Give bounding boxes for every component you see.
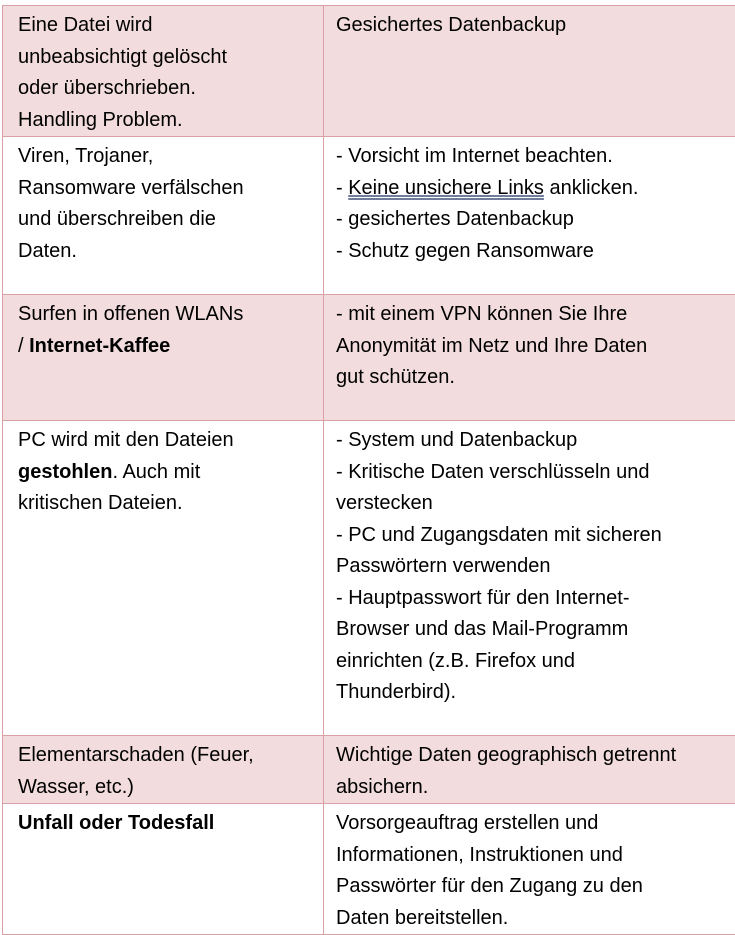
threat-cell <box>3 6 324 137</box>
cell-text: Unfall oder Todesfall <box>18 808 317 840</box>
table-row <box>3 295 735 421</box>
cell-text: - mit einem VPN können Sie Ihre <box>336 299 735 331</box>
cell-text: Gesichertes Datenbackup <box>336 10 735 42</box>
threat-cell <box>3 421 324 736</box>
measure-cell <box>324 804 735 935</box>
cell-text: - Hauptpasswort für den Internet- <box>336 583 735 615</box>
unsafe-links-text: Keine unsichere Links <box>348 177 544 199</box>
threat-cell <box>3 804 324 935</box>
cell-text: anklicken. <box>544 177 639 199</box>
cell-text: Wasser, etc.) <box>18 772 317 804</box>
cell-text: Ransomware verfälschen <box>18 173 317 205</box>
measure-cell <box>324 736 735 804</box>
measure-cell <box>324 137 735 295</box>
cell-text: Vorsorgeauftrag erstellen und <box>336 808 735 840</box>
threat-cell <box>3 137 324 295</box>
cell-text: Wichtige Daten geographisch getrennt <box>336 740 735 772</box>
cell-text: - Kritische Daten verschlüsseln und <box>336 457 735 489</box>
cell-text: - Schutz gegen Ransomware <box>336 236 735 268</box>
cell-text-with-link <box>336 173 735 205</box>
cell-text: Anonymität im Netz und Ihre Daten <box>336 331 735 363</box>
cell-text: Thunderbird). <box>336 677 735 709</box>
cell-text: Daten. <box>18 236 317 268</box>
cell-text: - gesichertes Datenbackup <box>336 204 735 236</box>
cell-text: absichern. <box>336 772 735 804</box>
cell-text: Surfen in offenen WLANs <box>18 299 317 331</box>
cell-text: Handling Problem. <box>18 105 317 137</box>
measure-cell <box>324 421 735 736</box>
cell-text: - System und Datenbackup <box>336 425 735 457</box>
threat-cell <box>3 736 324 804</box>
cell-text: Browser und das Mail-Programm <box>336 614 735 646</box>
cell-text: gut schützen. <box>336 362 735 394</box>
table-row <box>3 804 735 935</box>
cell-text: Eine Datei wird <box>18 10 317 42</box>
cell-text: Passwörter für den Zugang zu den <box>336 871 735 903</box>
cell-text: und überschreiben die <box>18 204 317 236</box>
cell-text-mixed <box>18 457 317 489</box>
bold-text: Internet-Kaffee <box>29 335 170 357</box>
table-row <box>3 736 735 804</box>
cell-text: . Auch mit <box>112 461 200 483</box>
table-row <box>3 6 735 137</box>
cell-text: einrichten (z.B. Firefox und <box>336 646 735 678</box>
cell-text: verstecken <box>336 488 735 520</box>
cell-text: unbeabsichtigt gelöscht <box>18 42 317 74</box>
cell-text: Elementarschaden (Feuer, <box>18 740 317 772</box>
cell-text: PC wird mit den Dateien <box>18 425 317 457</box>
cell-text: oder überschrieben. <box>18 73 317 105</box>
measure-cell <box>324 295 735 421</box>
table-row <box>3 421 735 736</box>
cell-text: / <box>18 335 29 357</box>
cell-text: - PC und Zugangsdaten mit sicheren <box>336 520 735 552</box>
table-row <box>3 137 735 295</box>
cell-text: - <box>336 177 348 199</box>
cell-text: kritischen Dateien. <box>18 488 317 520</box>
cell-text: - Vorsicht im Internet beachten. <box>336 141 735 173</box>
cell-text: Viren, Trojaner, <box>18 141 317 173</box>
cell-text: Passwörtern verwenden <box>336 551 735 583</box>
bold-text: gestohlen <box>18 461 112 483</box>
measure-cell <box>324 6 735 137</box>
cell-text-mixed <box>18 331 317 363</box>
threat-cell <box>3 295 324 421</box>
risk-measures-table <box>2 5 735 935</box>
cell-text: Daten bereitstellen. <box>336 903 735 935</box>
cell-text: Informationen, Instruktionen und <box>336 840 735 872</box>
